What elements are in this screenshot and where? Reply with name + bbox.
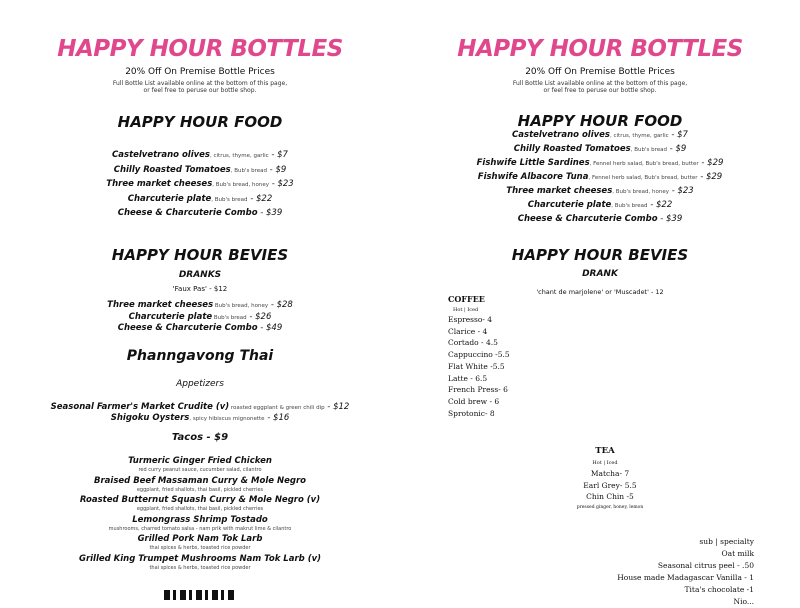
coffee-item: Latte - 6.5 (448, 373, 488, 383)
menu-item (0, 402, 400, 412)
drinks-label: DRANKS (178, 270, 222, 280)
coffee-item: Sprotonic- 8 (448, 408, 495, 418)
menu-item-name: Castelvetrano olives (112, 150, 210, 160)
menu-item-description: , citrus, thyme, garlic (610, 133, 669, 139)
taco-item-name: Roasted Butternut Squash Curry & Mole Negro (v) (79, 495, 321, 505)
menu-item-price: - $16 (264, 413, 290, 423)
menu-item-description: roasted eggplant & green chili dip (229, 405, 325, 411)
taco-item-description: eggplant, fried shallots, thai basil, pickled cherries (136, 506, 264, 512)
menu-item (400, 186, 800, 196)
bevies-title: HAPPY HOUR BEVIES (511, 246, 689, 264)
menu-item (0, 413, 400, 423)
menu-item (0, 194, 400, 204)
menu-item-price: - $49 (257, 323, 283, 333)
menu-item-description: , Bub's bread (211, 196, 248, 203)
menu-item-name: Cheese & Charcuterie Combo (117, 208, 258, 218)
menu-item-description: , Bub's bread, honey (212, 182, 269, 188)
tea-item: Matcha- 7 (590, 469, 630, 478)
tea-header: TEA (595, 446, 615, 456)
coffee-list (448, 314, 510, 419)
bottles-subtitle: 20% Off On Premise Bottle Prices (125, 67, 275, 77)
menu-item-price: - $39 (257, 208, 283, 218)
tea-item: Chin Chin -5 (586, 492, 634, 501)
menu-item-price: - $9 (666, 144, 687, 154)
menu-item-description: , citrus, thyme, garlic (210, 153, 269, 159)
menu-item-name: Shigoku Oysters (110, 413, 190, 423)
menu-item (400, 200, 800, 210)
menu-item-name: Cheese & Charcuterie Combo (117, 323, 258, 333)
drink-line: 'chant de marjolene' or 'Muscadet' - 12 (536, 288, 664, 296)
taco-item-name: Lemongrass Shrimp Tostado (132, 514, 268, 525)
thai-title: Phanngavong Thai (126, 348, 274, 364)
menu-item (400, 130, 800, 140)
menu-item-price: - $22 (247, 193, 273, 204)
tacos-label: Tacos - $9 (171, 432, 229, 443)
extra-item: House made Madagascar Vanilla - 1 (617, 573, 754, 582)
food-title: HAPPY HOUR FOOD (517, 112, 683, 130)
menu-item-price: - $22 (647, 200, 673, 210)
tea-list (560, 468, 660, 503)
menu-item-price: - $7 (668, 130, 688, 140)
menu-item-description: , Bub's bread (611, 203, 648, 209)
menu-item-price: - $9 (266, 164, 287, 175)
extra-item: Oat milk (721, 549, 754, 558)
extra-item: Seasonal citrus peel - .50 (657, 561, 754, 570)
tea-subheader: Hot | Iced (592, 460, 618, 466)
menu-item-name: Charcuterie plate (527, 200, 612, 210)
coffee-header: COFFEE (448, 294, 485, 304)
menu-item-description: Bub's bread (212, 314, 247, 321)
menu-item-price: - $29 (697, 172, 723, 182)
menu-item (0, 150, 400, 160)
menu-item (0, 208, 400, 218)
taco-item-name: Grilled King Trumpet Mushrooms Nam Tok Larb (v) (78, 553, 322, 564)
menu-item-name: Charcuterie plate (128, 311, 213, 322)
menu-item (0, 165, 400, 175)
menu-item (0, 179, 400, 189)
taco-item-name: Braised Beef Massaman Curry & Mole Negro (94, 475, 306, 486)
menu-item (0, 300, 400, 310)
menu-item-description: , Bub's bread (630, 147, 667, 153)
menu-item-name: Chilly Roasted Tomatoes (513, 144, 631, 154)
extra-item: sub | specialty (699, 537, 754, 546)
bottles-note-1: Full Bottle List available online at the bottom of this page, (112, 80, 288, 87)
taco-item-description: mushrooms, charred tomato salsa - nam prik with makrut lime & cilantro (108, 525, 292, 532)
taco-item-description: red curry peanut sauce, cucumber salad, cilantro (138, 467, 262, 473)
menu-item-price: - $26 (246, 311, 272, 322)
menu-item-description: , Bub's bread, honey (612, 189, 669, 195)
taco-item-description: thai spices & herbs, toasted rice powder (149, 545, 251, 551)
menu-item-description: , Fennel herb salad, Bub's bread, butter (589, 161, 699, 167)
menu-item-price: - $39 (657, 214, 683, 224)
bottles-note-2: or feel free to peruse our bottle shop. (143, 87, 257, 94)
menu-item (0, 312, 400, 322)
menu-item-description: , spicy hibiscus mignonette (189, 416, 265, 422)
bevies-title: HAPPY HOUR BEVIES (111, 246, 289, 264)
menu-item-name: Charcuterie plate (127, 193, 212, 204)
menu-item-description: , Bub's bread (230, 167, 267, 174)
coffee-subheader: Hot | Iced (453, 307, 479, 313)
coffee-item: Espresso- 4 (448, 315, 493, 324)
qr-code (164, 590, 236, 600)
menu-item (400, 214, 800, 224)
menu-item-name: Fishwife Little Sardines (476, 158, 590, 168)
top-cut-text (100, 0, 300, 8)
extra-item: Nio... (733, 597, 754, 606)
menu-item-description: , Fennel herb salad, Bub's bread, butter (588, 175, 698, 181)
menu-item-price: - $28 (268, 300, 293, 310)
bottles-title: HAPPY HOUR BOTTLES (457, 36, 743, 62)
bottles-note-2: or feel free to peruse our bottle shop. (543, 87, 657, 94)
coffee-item: Cappuccino -5.5 (448, 350, 510, 360)
tea-note: pressed ginger, honey, lemon (576, 505, 644, 510)
bottles-subtitle: 20% Off On Premise Bottle Prices (525, 67, 675, 77)
extra-item: Tita's chocolate -1 (684, 585, 754, 594)
menu-item (400, 144, 800, 154)
menu-item-price: - $29 (698, 158, 724, 168)
menu-item (0, 323, 400, 333)
menu-item-name: Seasonal Farmer's Market Crudite (v) (50, 402, 230, 412)
top-cut-text (500, 0, 700, 8)
menu-column-left (0, 0, 400, 600)
food-title: HAPPY HOUR FOOD (117, 113, 283, 131)
menu-item-name: Castelvetrano olives (512, 130, 610, 140)
taco-item-name: Turmeric Ginger Fried Chicken (128, 456, 272, 466)
menu-item (400, 172, 800, 182)
menu-item-price: - $12 (324, 402, 350, 412)
menu-item (400, 158, 800, 168)
bottles-note-1: Full Bottle List available online at the bottom of this page, (512, 80, 688, 87)
menu-item-price: - $23 (669, 186, 694, 196)
menu-item-name: Fishwife Albacore Tuna (477, 172, 589, 182)
drinks-label: DRANK (582, 269, 618, 279)
taco-item-name: Grilled Pork Nam Tok Larb (137, 534, 263, 544)
menu-item-name: Cheese & Charcuterie Combo (517, 214, 658, 224)
coffee-item: Clarice - 4 (448, 326, 488, 336)
tea-item: Earl Grey- 5.5 (583, 480, 637, 490)
coffee-item: French Press- 6 (448, 385, 508, 395)
taco-item-description: eggplant, fried shallots, thai basil, pickled cherries (136, 486, 264, 493)
coffee-item: Flat White -5.5 (448, 361, 505, 371)
menu-item-description: Bub's bread, honey (213, 303, 269, 309)
menu-item-name: Chilly Roasted Tomatoes (113, 164, 231, 175)
milk-extras-list (617, 536, 754, 608)
faux-pas-line: 'Faux Pas' - $12 (172, 285, 228, 293)
coffee-item: Cold brew - 6 (448, 396, 500, 406)
menu-item-name: Three market cheeses (107, 300, 214, 310)
menu-item-price: - $23 (269, 179, 294, 189)
appetizers-label: Appetizers (176, 379, 224, 389)
coffee-item: Cortado - 4.5 (448, 338, 498, 348)
menu-item-price: - $7 (268, 150, 288, 160)
menu-item-name: Three market cheeses (106, 179, 213, 189)
taco-item-description: thai spices & herbs, toasted rice powder (149, 564, 251, 571)
menu-item-name: Three market cheeses (506, 186, 613, 196)
bottles-title: HAPPY HOUR BOTTLES (57, 36, 343, 62)
